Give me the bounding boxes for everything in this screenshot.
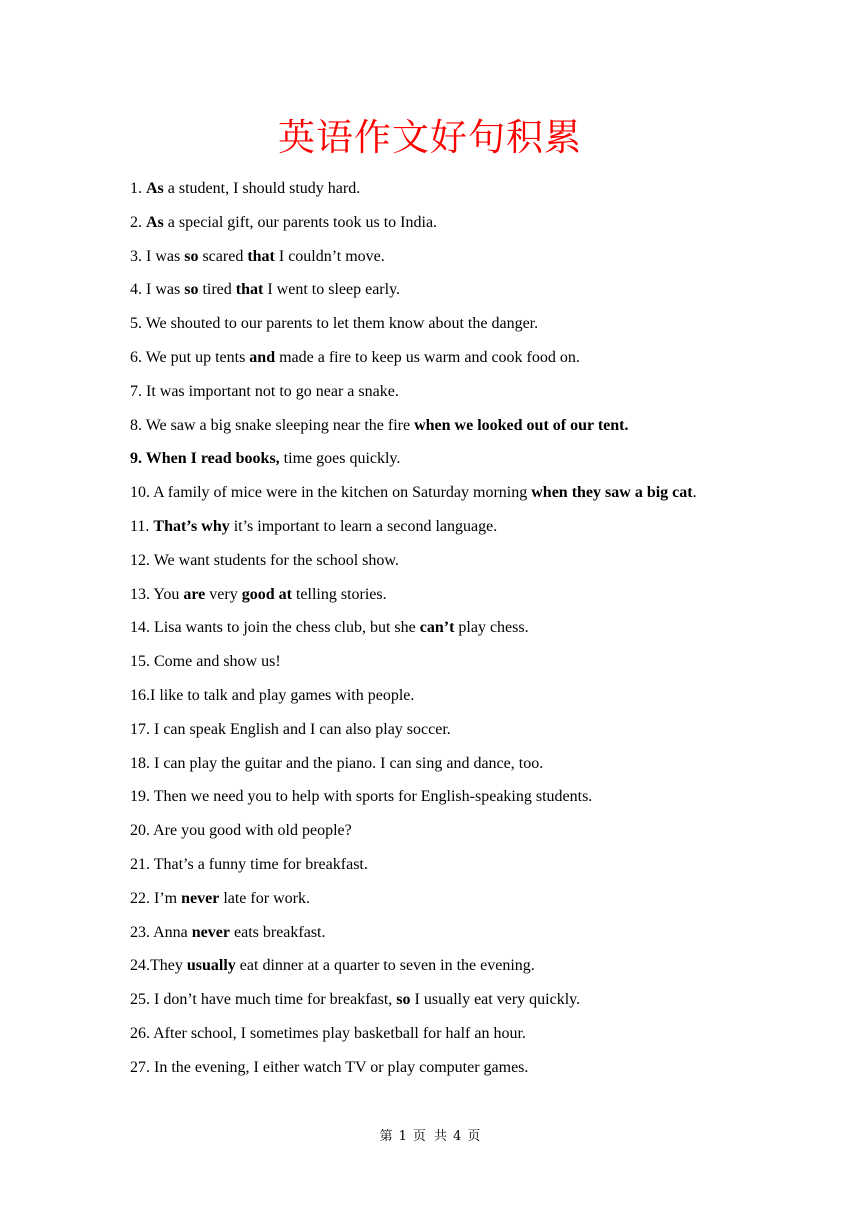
sentence-text: 22. I’m bbox=[130, 889, 182, 907]
sentence-text: I couldn’t move. bbox=[274, 247, 385, 265]
footer-prefix: 第 bbox=[379, 1129, 393, 1144]
sentence-text: 11. bbox=[130, 517, 154, 535]
sentence-item bbox=[130, 273, 730, 307]
sentence-text: 12. We want students for the school show. bbox=[130, 551, 399, 569]
sentence-item bbox=[130, 409, 730, 443]
sentence-text: 2. bbox=[130, 213, 146, 231]
page-footer bbox=[0, 1128, 860, 1146]
sentence-bold-text: are bbox=[183, 585, 206, 603]
sentence-item bbox=[130, 1051, 730, 1085]
sentence-bold-text: when we looked out of our tent. bbox=[414, 416, 629, 434]
sentence-item bbox=[130, 713, 730, 747]
sentence-bold-text: can’t bbox=[419, 619, 455, 637]
sentence-item bbox=[130, 679, 730, 713]
sentence-item bbox=[130, 442, 730, 476]
sentence-bold-text: that bbox=[247, 247, 275, 265]
sentence-bold-text: so bbox=[396, 991, 411, 1009]
sentence-text: it’s important to learn a second language. bbox=[229, 517, 498, 535]
sentence-bold-text: As bbox=[146, 213, 164, 231]
footer-middle: 页 共 bbox=[412, 1129, 448, 1144]
sentence-text: 27. In the evening, I either watch TV or play computer games. bbox=[130, 1058, 529, 1076]
sentence-item bbox=[130, 1017, 730, 1051]
sentence-text: play chess. bbox=[454, 619, 529, 637]
sentence-text: . bbox=[692, 484, 697, 502]
sentence-text: 26. After school, I sometimes play basketball for half an hour. bbox=[130, 1024, 526, 1042]
sentence-text: 6. We put up tents bbox=[130, 348, 250, 366]
sentence-text: 23. Anna bbox=[130, 923, 192, 941]
sentence-bold-text: As bbox=[146, 180, 164, 197]
sentence-text: I usually eat very quickly. bbox=[410, 991, 581, 1009]
page-title: 英语作文好句积累 bbox=[278, 116, 582, 159]
sentence-text: 25. I don’t have much time for breakfast, bbox=[130, 991, 397, 1009]
sentence-bold-text: 9. When I read books, bbox=[130, 450, 280, 468]
sentence-item bbox=[130, 645, 730, 679]
sentence-item bbox=[130, 578, 730, 612]
sentence-text: 17. I can speak English and I can also play soccer. bbox=[130, 720, 451, 738]
sentence-text: time goes quickly. bbox=[279, 450, 401, 468]
sentence-bold-text: so bbox=[184, 281, 199, 299]
sentence-item bbox=[130, 307, 730, 341]
sentence-text: scared bbox=[198, 247, 248, 265]
sentence-item bbox=[130, 983, 730, 1017]
sentence-text: a student, I should study hard. bbox=[163, 180, 361, 197]
sentence-bold-text: and bbox=[249, 348, 276, 366]
sentence-bold-text: usually bbox=[186, 957, 236, 975]
sentence-item bbox=[130, 476, 730, 510]
sentence-bold-text: good at bbox=[241, 585, 292, 603]
sentence-item bbox=[130, 882, 730, 916]
sentence-text: 13. You bbox=[130, 585, 184, 603]
sentence-bold-text: so bbox=[184, 247, 199, 265]
sentence-text: telling stories. bbox=[291, 585, 387, 603]
sentence-text: 8. We saw a big snake sleeping near the fire bbox=[130, 416, 415, 434]
sentence-item bbox=[130, 172, 730, 206]
sentence-item bbox=[130, 780, 730, 814]
sentence-text: 24.They bbox=[130, 957, 187, 975]
sentence-text: eat dinner at a quarter to seven in the evening. bbox=[235, 957, 535, 975]
sentence-text: 5. We shouted to our parents to let them know about the danger. bbox=[130, 315, 539, 333]
sentence-bold-text: never bbox=[191, 923, 230, 941]
sentence-item bbox=[130, 240, 730, 274]
sentence-text: 21. That’s a funny time for breakfast. bbox=[130, 855, 368, 873]
sentence-bold-text: that bbox=[235, 281, 264, 299]
sentence-text: 7. It was important not to go near a snake. bbox=[130, 382, 399, 400]
sentence-text: 14. Lisa wants to join the chess club, but she bbox=[130, 619, 420, 637]
sentence-text: 10. A family of mice were in the kitchen on Saturday morning bbox=[130, 484, 532, 502]
sentence-text: eats breakfast. bbox=[229, 923, 326, 941]
sentence-item bbox=[130, 916, 730, 950]
sentence-text: 1. bbox=[130, 180, 146, 197]
sentence-text: a special gift, our parents took us to India. bbox=[163, 213, 438, 231]
sentence-text: 15. Come and show us! bbox=[130, 653, 281, 671]
footer-suffix: 页 bbox=[467, 1129, 481, 1144]
sentence-item bbox=[130, 814, 730, 848]
sentence-item bbox=[130, 747, 730, 781]
sentence-text: very bbox=[205, 585, 242, 603]
sentence-item bbox=[130, 544, 730, 578]
sentence-list bbox=[130, 172, 730, 1085]
sentence-item bbox=[130, 949, 730, 983]
sentence-item bbox=[130, 341, 730, 375]
footer-total-pages: 4 bbox=[453, 1129, 462, 1144]
sentence-text: 19. Then we need you to help with sports for English-speaking students. bbox=[130, 788, 593, 806]
sentence-text: late for work. bbox=[219, 889, 310, 907]
sentence-text: I went to sleep early. bbox=[263, 281, 401, 299]
sentence-bold-text: never bbox=[181, 889, 220, 907]
sentence-text: tired bbox=[198, 281, 236, 299]
sentence-bold-text: when they saw a big cat bbox=[531, 484, 693, 502]
sentence-item bbox=[130, 611, 730, 645]
sentence-text: 20. Are you good with old people? bbox=[130, 822, 352, 840]
sentence-item bbox=[130, 375, 730, 409]
sentence-text: 18. I can play the guitar and the piano. I can sing and dance, too. bbox=[130, 754, 544, 772]
sentence-text: 3. I was bbox=[130, 247, 185, 265]
sentence-item bbox=[130, 510, 730, 544]
sentence-item bbox=[130, 848, 730, 882]
sentence-text: 4. I was bbox=[130, 281, 185, 299]
sentence-item bbox=[130, 206, 730, 240]
footer-page-number: 1 bbox=[398, 1129, 407, 1144]
sentence-bold-text: That’s why bbox=[153, 517, 230, 535]
sentence-text: made a fire to keep us warm and cook food on. bbox=[275, 348, 580, 366]
sentence-text: 16.I like to talk and play games with people. bbox=[130, 686, 415, 704]
